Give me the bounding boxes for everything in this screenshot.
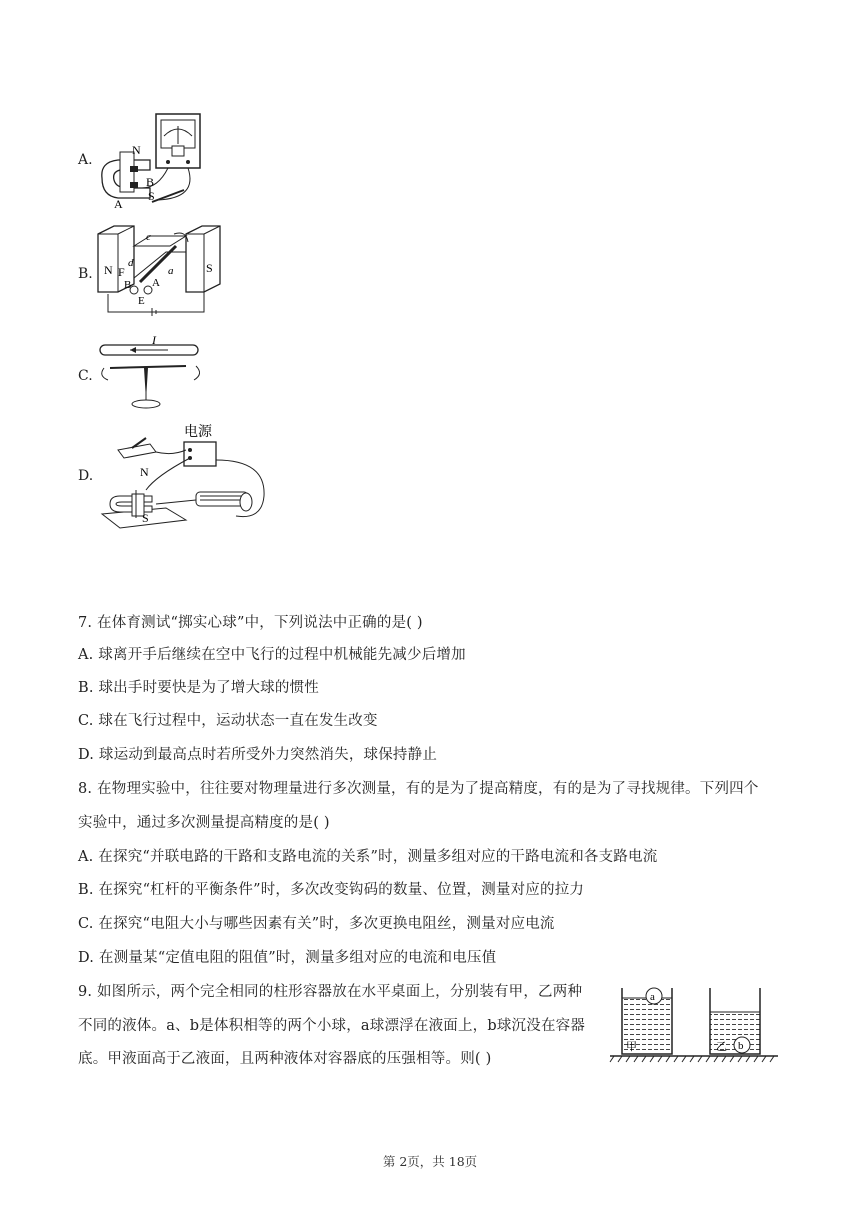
option-c-label: C.: [78, 368, 93, 384]
q7-option-a: A. 球离开手后继续在空中飞行的过程中机械能先减少后增加: [78, 647, 466, 663]
fig-b-a-small: a: [168, 265, 174, 277]
q8-option-d: D. 在测量某“定值电阻的阻值”时，测量多组对应的电流和电压值: [78, 950, 497, 966]
q7-stem: 7. 在体育测试“掷实心球”中，下列说法中正确的是( ): [78, 615, 423, 631]
q9-stem-line3: 底。甲液面高于乙液面，且两种液体对容器底的压强相等。则( ): [78, 1051, 492, 1067]
figure-a-galvanometer-magnet: [98, 108, 210, 210]
fig-b-b: B: [124, 279, 132, 291]
figure-d-generator-setup: [96, 420, 272, 532]
q7-option-d: D. 球运动到最高点时若所受外力突然消失，球保持静止: [78, 747, 438, 763]
fig-q9-ball-b: b: [738, 1040, 744, 1052]
fig-b-e: E: [138, 295, 145, 307]
fig-b-c: c: [146, 231, 151, 243]
fig-a-s: S: [148, 189, 155, 203]
q9-stem-line1: 9. 如图所示，两个完全相同的柱形容器放在水平桌面上，分别装有甲，乙两种: [78, 984, 583, 1000]
q8-option-a: A. 在探究“并联电路的干路和支路电流的关系”时，测量多组对应的干路电流和各支路电流: [78, 849, 658, 865]
fig-b-n: N: [104, 263, 113, 277]
fig-a-b: B: [146, 175, 155, 189]
q7-option-b: B. 球出手时要快是为了增大球的惯性: [78, 680, 319, 696]
fig-a-a: A: [114, 197, 123, 210]
fig-b-s: S: [206, 261, 213, 275]
fig-b-a: A: [152, 277, 160, 289]
option-d-label: D.: [78, 468, 94, 484]
figure-b-motor-rail: [94, 222, 226, 320]
fig-d-s: S: [142, 511, 149, 525]
fig-d-n: N: [140, 465, 149, 479]
fig-b-f: F: [118, 265, 125, 279]
q9-stem-line2: 不同的液体。a、b是体积相等的两个小球，a球漂浮在液面上，b球沉没在容器: [78, 1018, 586, 1034]
fig-c-current-label: I: [152, 333, 156, 347]
page-footer: 第 2页，共 18页: [382, 1154, 478, 1169]
fig-d-power-label: 电源: [184, 424, 212, 440]
fig-a-n: N: [132, 143, 141, 157]
q8-stem-line1: 8. 在物理实验中，往往要对物理量进行多次测量，有的是为了提高精度，有的是为了寻找规律。下列四个: [78, 781, 759, 797]
fig-q9-liquid-yi: 乙: [716, 1040, 727, 1053]
q7-option-c: C. 球在飞行过程中，运动状态一直在发生改变: [78, 713, 378, 729]
q8-option-b: B. 在探究“杠杆的平衡条件”时，多次改变钩码的数量、位置，测量对应的拉力: [78, 882, 585, 898]
figure-c-oersted: [94, 332, 214, 414]
q8-stem-line2: 实验中，通过多次测量提高精度的是( ): [78, 815, 330, 831]
fig-q9-ball-a: a: [650, 991, 655, 1003]
fig-q9-liquid-jia: 甲: [626, 1040, 637, 1053]
option-b-label: B.: [78, 266, 93, 282]
option-a-label: A.: [78, 152, 93, 168]
q8-option-c: C. 在探究“电阻大小与哪些因素有关”时，多次更换电阻丝，测量对应电流: [78, 916, 555, 932]
fig-b-d: d: [128, 257, 134, 269]
figure-q9-containers: [606, 982, 782, 1066]
